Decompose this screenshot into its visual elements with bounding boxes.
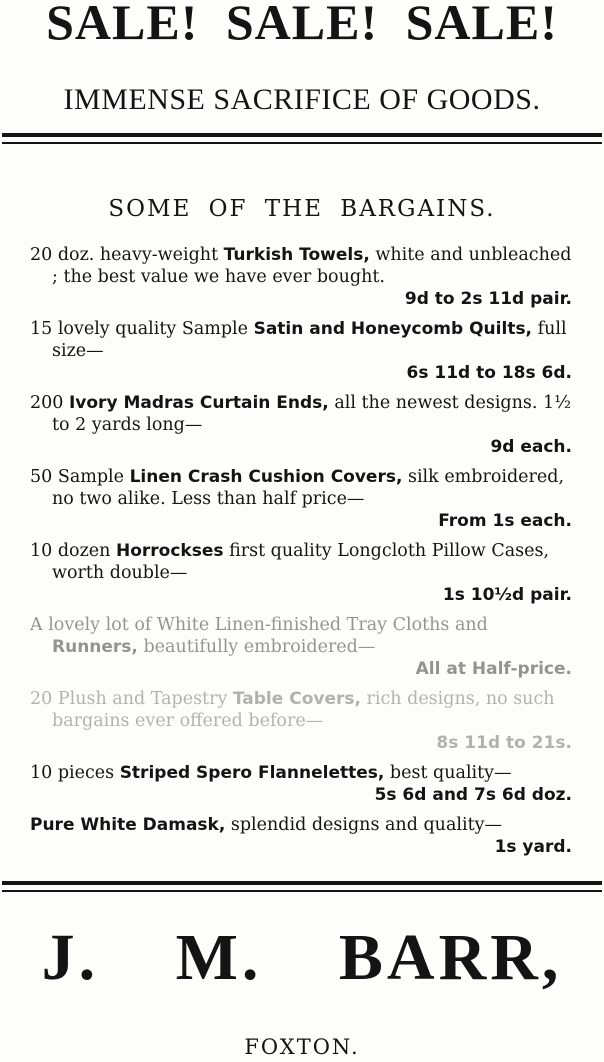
bargain-list [30, 244, 572, 866]
list-item [30, 614, 572, 680]
item-description: 200 Ivory Madras Curtain Ends, all the newest designs. 1½ to 2 yards long— [30, 393, 572, 435]
item-price: 9d to 2s 11d pair. [404, 289, 572, 309]
headline: SALE! SALE! SALE! [46, 0, 558, 50]
item-price: From 1s each. [438, 511, 572, 531]
item-description: 50 Sample Linen Crash Cushion Covers, silk embroidered, no two alike. Less than half price— [30, 467, 565, 509]
item-price: All at Half-price. [415, 659, 572, 679]
list-item [30, 318, 572, 384]
product-name: Linen Crash Cushion Covers, [129, 467, 403, 487]
list-item [30, 244, 572, 310]
top-rule-thick [2, 133, 602, 137]
top-rule-thin [2, 142, 602, 144]
section-title: SOME OF THE BARGAINS. [108, 196, 496, 222]
list-item [30, 688, 572, 754]
item-description: 20 Plush and Tapestry Table Covers, rich designs, no such bargains ever offered before— [30, 689, 555, 731]
product-name: Table Covers, [232, 689, 361, 709]
item-price: 8s 11d to 21s. [436, 733, 572, 753]
item-description: 15 lovely quality Sample Satin and Honeycomb Quilts, full size— [30, 319, 567, 361]
item-description: 10 dozen Horrockses first quality Longcloth Pillow Cases, worth double— [30, 541, 550, 583]
product-name: Ivory Madras Curtain Ends, [68, 393, 329, 413]
item-description: Pure White Damask, splendid designs and quality— [30, 815, 502, 835]
item-price: 1s yard. [494, 837, 572, 857]
bottom-rule-thin [2, 890, 602, 892]
product-name: Striped Spero Flannelettes, [119, 763, 385, 783]
item-description: A lovely lot of White Linen-finished Tray Cloths and Runners, beautifully embroidered— [30, 615, 488, 657]
product-name: Turkish Towels, [223, 245, 370, 265]
subheadline: IMMENSE SACRIFICE OF GOODS. [63, 83, 541, 116]
product-name: Satin and Honeycomb Quilts, [253, 319, 533, 339]
town-name: FOXTON. [244, 1035, 360, 1059]
merchant-name: J. M. BARR, [41, 921, 563, 994]
item-price: 1s 10½d pair. [442, 585, 572, 605]
item-price: 9d each. [490, 437, 572, 457]
list-item [30, 762, 572, 806]
list-item [30, 540, 572, 606]
item-price: 5s 6d and 7s 6d doz. [374, 785, 572, 805]
item-description: 10 pieces Striped Spero Flannelettes, best quality— [30, 763, 512, 783]
list-item [30, 814, 572, 858]
product-name: Horrockses [115, 541, 224, 561]
list-item [30, 466, 572, 532]
item-description: 20 doz. heavy-weight Turkish Towels, white and unbleached ; the best value we have ever bought. [30, 245, 572, 287]
product-name: Pure White Damask, [30, 815, 226, 835]
product-name: Runners, [52, 637, 138, 657]
list-item [30, 392, 572, 458]
bottom-rule-thick [2, 881, 602, 885]
item-price: 6s 11d to 18s 6d. [406, 363, 572, 383]
